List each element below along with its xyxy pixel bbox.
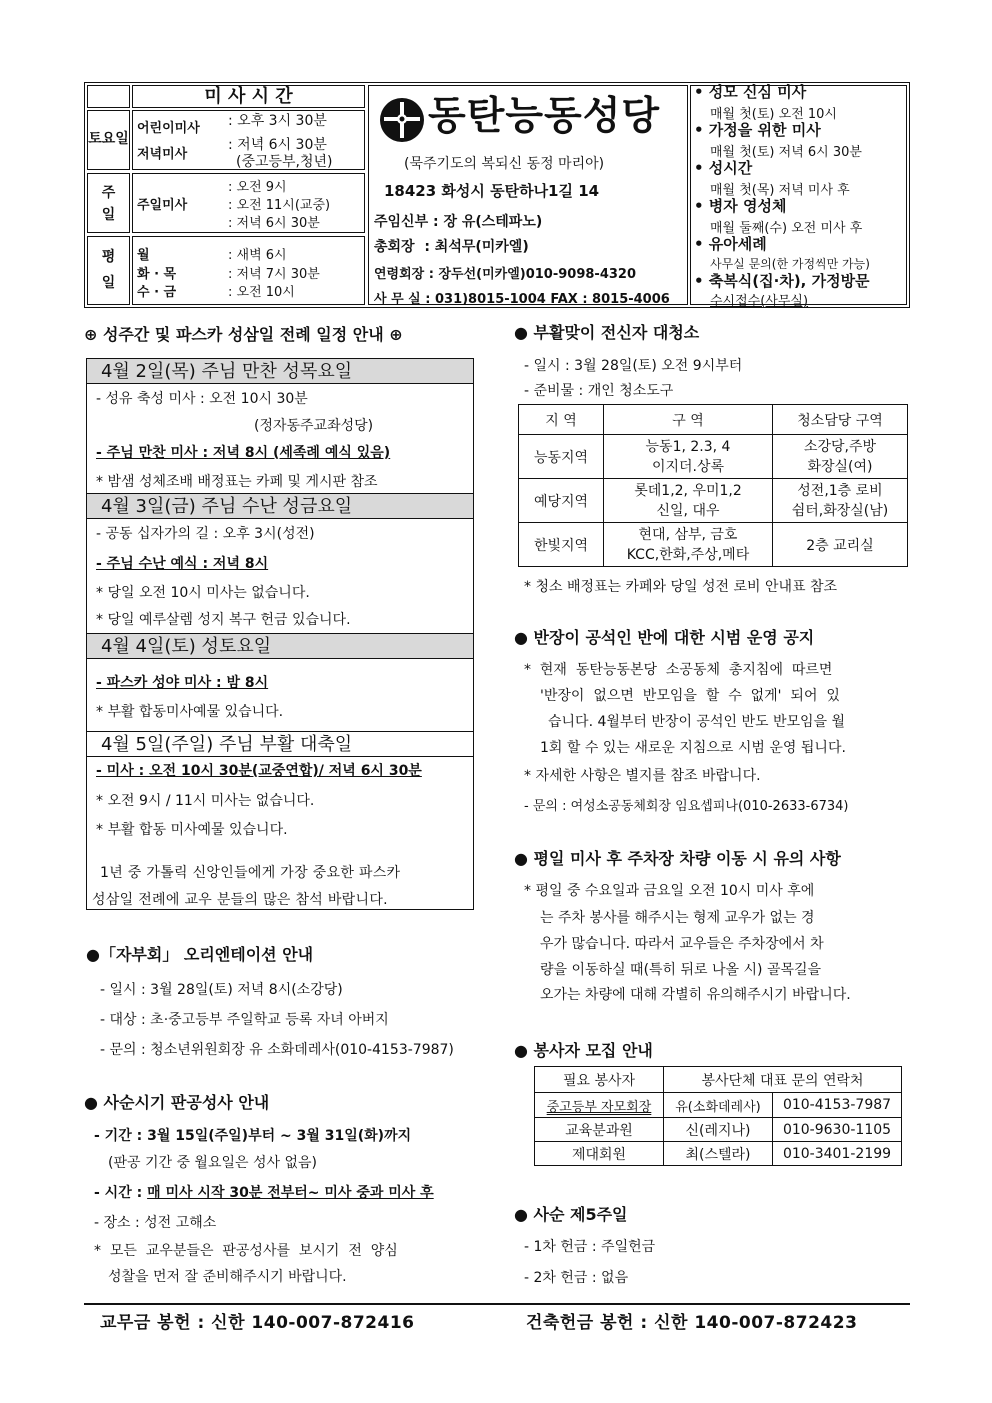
volunteer-phone: 010-3401-2199: [773, 1142, 902, 1166]
thu-line-1: - 성유 축성 미사 : 오전 10시 30분: [96, 391, 308, 407]
banjang-line-4: 1회 할 수 있는 새로운 지침으로 시범 운영 됩니다.: [540, 740, 846, 756]
easter-sunday-header: 4월 5일(주일) 주님 부활 대축일: [86, 731, 474, 757]
sun-time-3: : 저녁 6시 30분: [228, 216, 320, 231]
church-priest: 주임신부 : 장 유(스테파노): [374, 214, 543, 230]
mass-schedule-title: 미 사 시 간: [132, 85, 365, 108]
confession-time-label: - 시간 :: [94, 1185, 148, 1201]
church-elder: 연령회장 : 장두선(미카엘)010-9098-4320: [374, 267, 637, 282]
weekday-day-1: 월: [137, 248, 150, 263]
sat-label: 토요일: [88, 131, 129, 147]
jabuhoe-line-3: - 문의 : 청소년위원회장 유 소화데레사(010-4153-7987): [100, 1042, 454, 1058]
parking-line-5: 오가는 차량에 대해 각별히 유의해주시기 바랍니다.: [540, 987, 851, 1003]
volunteer-table: [534, 1066, 902, 1166]
sun-line-1: - 미사 : 오전 10시 30분(교중연합)/ 저녁 6시 30분: [96, 763, 422, 779]
info-1-title: • 성모 신심 미사: [694, 83, 807, 101]
church-address: 18423 화성시 동탄하나1길 14: [384, 182, 600, 200]
sat-row1-time: : 오후 3시 30분: [228, 113, 327, 129]
banjang-line-2: '반장이 없으면 반모임을 할 수 없게' 되어 있: [540, 688, 840, 704]
sat-row2-name: 저녁미사: [137, 147, 188, 162]
weekday-label-1: 평: [101, 249, 116, 265]
confession-line-5: * 모든 교우분들은 판공성사를 보시기 전 양심: [94, 1243, 398, 1259]
volunteer-name: 유(소화데레사): [664, 1093, 773, 1118]
sat-row2-time: : 저녁 6시 30분: [228, 137, 327, 153]
info-4-detail: 매월 둘째(수) 오전 미사 후: [710, 221, 863, 236]
cleaning-header-area: 청소담당 구역: [773, 405, 908, 435]
footer-divider: [84, 1303, 910, 1305]
info-5-detail: 사무실 문의(한 가정씩만 가능): [710, 257, 870, 271]
jabuhoe-line-1: - 일시 : 3월 28일(토) 저녁 8시(소강당): [100, 982, 343, 998]
holyweek-heading: ⊕ 성주간 및 파스카 성삼일 전례 일정 안내 ⊕: [84, 325, 403, 344]
parking-line-4: 량을 이동하실 때(특히 뒤로 나올 시) 골목길을: [540, 962, 822, 978]
mass-title-spacer: [87, 85, 130, 108]
info-6-detail: 수시접수(사무실): [710, 294, 809, 309]
good-friday-header: 4월 3일(금) 주님 수난 성금요일: [86, 493, 474, 519]
fri-line-4: * 당일 예루살렘 성지 복구 헌금 있습니다.: [96, 612, 351, 628]
cleaning-region: 한빛지역: [519, 523, 604, 567]
footer-left: 교무금 봉헌 : 신한 140-007-872416: [100, 1313, 415, 1333]
cleaning-area: 성전,1층 로비 쉼터,화장실(남): [773, 479, 908, 523]
confession-line-2: (판공 기간 중 월요일은 성사 없음): [108, 1155, 317, 1171]
sat-row1-name: 어린이미사: [137, 121, 200, 136]
cleaning-region: 예당지역: [519, 479, 604, 523]
weekday-time-1: : 새벽 6시: [228, 248, 287, 263]
parking-line-1: * 평일 중 수요일과 금요일 오전 10시 미사 후에: [524, 883, 815, 899]
volunteer-need: 제대회원: [535, 1142, 664, 1166]
jabuhoe-line-2: - 대상 : 초·중고등부 주일학교 등록 자녀 아버지: [100, 1012, 389, 1028]
weekday-day-3: 수 · 금: [137, 285, 177, 300]
confession-line-4: - 장소 : 성전 고해소: [94, 1215, 217, 1231]
info-3-detail: 매월 첫(목) 저녁 미사 후: [710, 183, 850, 198]
banjang-line-1: * 현재 동탄능동본당 소공동체 총지침에 따르면: [524, 662, 833, 678]
fri-line-2: - 주님 수난 예식 : 저녁 8시: [96, 556, 269, 572]
confession-line-6: 성찰을 먼저 잘 준비해주시기 바랍니다.: [108, 1269, 347, 1285]
lent-line-1: - 1차 헌금 : 주일헌금: [524, 1239, 656, 1255]
church-president: 총회장 : 최석무(미카엘): [374, 239, 529, 255]
fri-line-1: - 공동 십자가의 길 : 오후 3시(성전): [96, 526, 315, 542]
sun-closing-1: 1년 중 가톨릭 신앙인들에게 가장 중요한 파스카: [100, 865, 401, 881]
cleaning-area: 2층 교리실: [773, 523, 908, 567]
volunteer-header-need: 필요 봉사자: [535, 1067, 664, 1093]
cleaning-zone: 현대, 삼부, 금호 KCC,한화,주상,메타: [604, 523, 773, 567]
lent-line-2: - 2차 헌금 : 없음: [524, 1270, 629, 1286]
sat-line-2: * 부활 합동미사예물 있습니다.: [96, 704, 284, 720]
info-3-title: • 성시간: [694, 159, 753, 177]
weekday-label-2: 일: [101, 275, 116, 291]
info-2-detail: 매월 첫(토) 저녁 6시 30분: [710, 145, 862, 160]
sun-line-2: * 오전 9시 / 11시 미사는 없습니다.: [96, 793, 315, 809]
fri-line-3: * 당일 오전 10시 미사는 없습니다.: [96, 585, 310, 601]
sun-closing-2: 성삼일 전례에 교우 분들의 많은 참석 바랍니다.: [92, 892, 388, 908]
thu-line-4: * 밤샘 성체조배 배정표는 카페 및 게시판 참조: [96, 474, 378, 490]
cleaning-table: [518, 404, 908, 567]
cleaning-note: * 청소 배정표는 카페와 당일 성전 로비 안내표 참조: [524, 579, 838, 595]
cleaning-header-region: 지 역: [519, 405, 604, 435]
volunteer-name: 최(스텔라): [664, 1142, 773, 1166]
info-6-title: • 축복식(집·차), 가정방문: [694, 272, 870, 290]
banjang-heading: ● 반장이 공석인 반에 대한 시범 운영 공지: [514, 628, 815, 647]
sun-name: 주일미사: [137, 198, 188, 213]
sun-line-3: * 부활 합동 미사예물 있습니다.: [96, 822, 288, 838]
cleaning-line-1: - 일시 : 3월 28일(토) 오전 9시부터: [524, 358, 743, 374]
confession-line-3: [94, 1182, 434, 1202]
volunteer-phone: 010-9630-1105: [773, 1118, 902, 1142]
info-2-title: • 가정을 위한 미사: [694, 121, 821, 139]
volunteer-phone: 010-4153-7987: [773, 1093, 902, 1118]
cleaning-region: 능동지역: [519, 435, 604, 479]
weekday-day-2: 화 · 목: [137, 267, 177, 282]
parking-line-2: 는 주차 봉사를 해주시는 형제 교우가 없는 경: [540, 910, 815, 926]
info-1-detail: 매월 첫(토) 오전 10시: [710, 107, 837, 122]
sat-line-1: - 파스카 성야 미사 : 밤 8시: [96, 675, 269, 691]
cleaning-area: 소강당,주방 화장실(여): [773, 435, 908, 479]
jabuhoe-heading: ●「자부회」 오리엔테이션 안내: [86, 945, 314, 964]
church-logo-icon: [378, 96, 426, 144]
parking-heading: ● 평일 미사 후 주차장 차량 이동 시 유의 사항: [514, 849, 841, 868]
volunteer-name: 신(레지나): [664, 1118, 773, 1142]
banjang-line-3: 습니다. 4월부터 반장이 공석인 반도 반모임을 월: [548, 714, 846, 730]
volunteer-need: 교육분과원: [535, 1118, 664, 1142]
parking-line-3: 우가 많습니다. 따라서 교우들은 주차장에서 차: [540, 936, 824, 952]
confession-heading: ● 사순시기 판공성사 안내: [84, 1093, 270, 1112]
cleaning-line-2: - 준비물 : 개인 청소도구: [524, 383, 674, 399]
church-office: 사 무 실 : 031)8015-1004 FAX : 8015-4006: [374, 292, 670, 307]
weekday-time-2: : 저녁 7시 30분: [228, 267, 320, 282]
sun-time-2: : 오전 11시(교중): [228, 198, 331, 213]
church-subtitle: (묵주기도의 복되신 동정 마리아): [404, 156, 605, 172]
sat-row2-note: (중고등부,청년): [236, 154, 333, 170]
cleaning-zone: 롯데1,2, 우미1,2 신일, 대우: [604, 479, 773, 523]
sun-label-1: 주: [101, 185, 116, 201]
sun-label-2: 일: [101, 207, 116, 223]
holy-thursday-header: 4월 2일(목) 주님 만찬 성목요일: [86, 358, 474, 384]
sun-time-1: : 오전 9시: [228, 180, 287, 195]
volunteer-heading: ● 봉사자 모집 안내: [514, 1041, 653, 1060]
weekday-time-3: : 오전 10시: [228, 285, 295, 300]
banjang-line-6: - 문의 : 여성소공동체회장 임요셉피나(010-2633-6734): [524, 799, 849, 814]
banjang-line-5: * 자세한 사항은 별지를 참조 바랍니다.: [524, 768, 761, 784]
thu-line-2: (정자동주교좌성당): [254, 418, 374, 434]
lent-heading: ● 사순 제5주일: [514, 1205, 628, 1224]
info-5-title: • 유아세례: [694, 235, 767, 253]
church-name: 동탄능동성당: [428, 94, 661, 139]
holy-saturday-header: 4월 4일(토) 성토요일: [86, 633, 474, 659]
thu-line-3: - 주님 만찬 미사 : 저녁 8시 (세족례 예식 있음): [96, 445, 391, 461]
cleaning-heading: ● 부활맞이 전신자 대청소: [514, 323, 700, 342]
volunteer-header-contact: 봉사단체 대표 문의 연락처: [664, 1067, 902, 1093]
volunteer-need: 중고등부 자모회장: [535, 1093, 664, 1118]
confession-line-1: - 기간 : 3월 15일(주일)부터 ~ 3월 31일(화)까지: [94, 1128, 412, 1144]
cleaning-header-zone: 구 역: [604, 405, 773, 435]
confession-time-value: 매 미사 시작 30분 전부터~ 미사 중과 미사 후: [147, 1185, 434, 1201]
cleaning-zone: 능동1, 2.3, 4 이지더.상록: [604, 435, 773, 479]
info-4-title: • 병자 영성체: [694, 197, 787, 215]
footer-right: 건축헌금 봉헌 : 신한 140-007-872423: [526, 1313, 858, 1333]
